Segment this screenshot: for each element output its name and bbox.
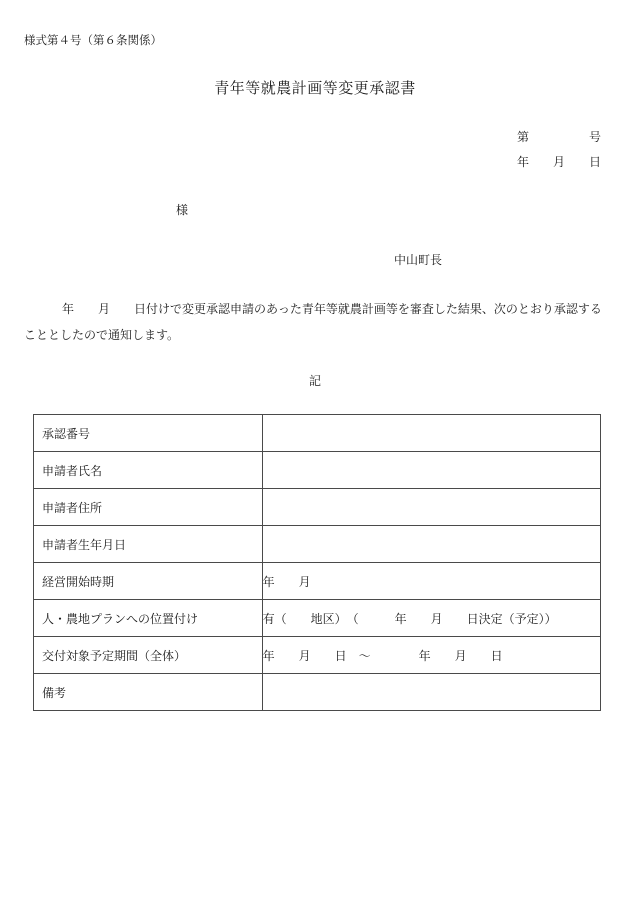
table-row: [34, 489, 601, 526]
row-label: 人・農地プランへの位置付け: [34, 600, 263, 637]
row-label: 申請者氏名: [34, 452, 263, 489]
details-table: [33, 414, 601, 711]
row-value: 有（ 地区） （ 年 月 日決定（予定））: [262, 600, 600, 637]
table-row: [34, 600, 601, 637]
row-value: [262, 489, 600, 526]
document-title: 青年等就農計画等変更承認書: [214, 79, 416, 97]
document-date-line: 年 月 日: [517, 155, 602, 169]
table-row: [34, 674, 601, 711]
ki-heading: 記: [308, 374, 321, 388]
issuer-line: 中山町長: [394, 253, 443, 267]
row-value: [262, 674, 600, 711]
table-row: [34, 637, 601, 674]
row-value: 年 月: [262, 563, 600, 600]
row-label: 申請者住所: [34, 489, 263, 526]
table-row: [34, 526, 601, 563]
table-row: [34, 415, 601, 452]
row-label: 経営開始時期: [34, 563, 263, 600]
form-label: 様式第４号（第６条関係）: [24, 33, 162, 47]
row-value: [262, 526, 600, 563]
row-value: [262, 452, 600, 489]
row-label: 申請者生年月日: [34, 526, 263, 563]
row-value: 年 月 日 ～ 年 月 日: [262, 637, 600, 674]
recipient-line: 様: [176, 203, 189, 217]
table-row: [34, 563, 601, 600]
row-label: 承認番号: [34, 415, 263, 452]
row-label: 備考: [34, 674, 263, 711]
document-number-line: 第 号: [517, 130, 602, 144]
row-label: 交付対象予定期間（全体）: [34, 637, 263, 674]
table-row: [34, 452, 601, 489]
body-paragraph: 年 月 日付けで変更承認申請のあった青年等就農計画等を審査した結果、次のとおり承認することとしたので通知します。: [24, 302, 602, 342]
row-value: [262, 415, 600, 452]
